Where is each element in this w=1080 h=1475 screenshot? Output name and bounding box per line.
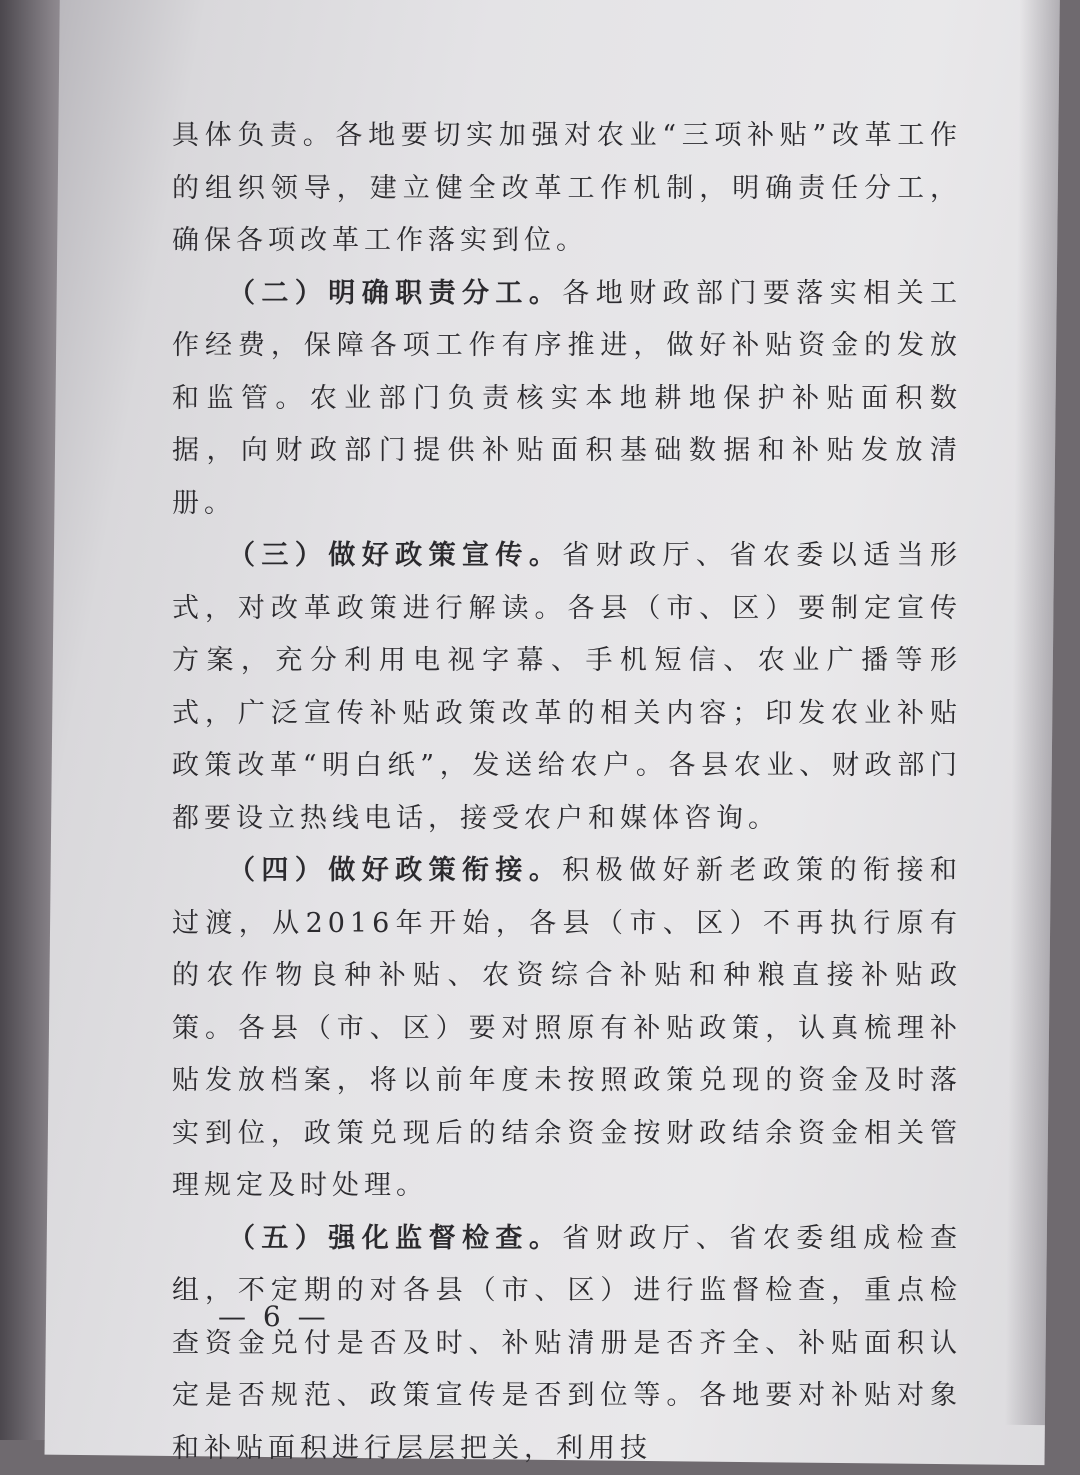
section-heading: （三）做好政策宣传。 xyxy=(228,540,562,571)
paragraph-text: 积极做好新老政策的衔接和过渡，从2016年开始，各县（市、区）不再执行原有的农作物良种补贴、农资综合补贴和种粮直接补贴政策。各县（市、区）要对照原有补贴政策，认真梳理补贴发放档案，将以前年度未按照政策兑现的资金及时落实到位，政策兑现后的结余资金按财政结余资金相关管理规定及时处理。 xyxy=(172,855,962,1201)
page-edge-shadow xyxy=(1005,0,1060,1425)
paragraph-text: 具体负责。各地要切实加强对农业“三项补贴”改革工作的组织领导，建立健全改革工作机制，明确责任分工，确保各项改革工作落实到位。 xyxy=(172,120,962,256)
section-heading: （四）做好政策衔接。 xyxy=(228,855,562,886)
section-heading: （二）明确职责分工。 xyxy=(228,278,562,309)
paragraph-text: 省财政厅、省农委以适当形式，对改革政策进行解读。各县（市、区）要制定宣传方案，充分利用电视字幕、手机短信、农业广播等形式，广泛宣传补贴政策改革的相关内容；印发农业补贴政策改革“明白纸”，发送给农户。各县农业、财政部门都要设立热线电话，接受农户和媒体咨询。 xyxy=(172,540,962,834)
paragraph-text: 各地财政部门要落实相关工作经费，保障各项工作有序推进，做好补贴资金的发放和监管。农业部门负责核实本地耕地保护补贴面积数据，向财政部门提供补贴面积基础数据和补贴发放清册。 xyxy=(172,278,962,519)
paragraph-section-2 xyxy=(172,268,962,531)
paragraph-continuation xyxy=(172,110,962,268)
page-number: — 6 — xyxy=(218,1300,330,1333)
paragraph-section-5 xyxy=(172,1213,962,1475)
document-body xyxy=(172,110,962,1475)
paragraph-text: 省财政厅、省农委组成检查组，不定期的对各县（市、区）进行监督检查，重点检查资金兑付是否及时、补贴清册是否齐全、补贴面积认定是否规范、政策宣传是否到位等。各地要对补贴对象和补贴面积进行层层把关，利用技 xyxy=(172,1223,962,1464)
section-heading: （五）强化监督检查。 xyxy=(228,1223,562,1254)
paragraph-section-3 xyxy=(172,530,962,845)
paragraph-section-4 xyxy=(172,845,962,1213)
